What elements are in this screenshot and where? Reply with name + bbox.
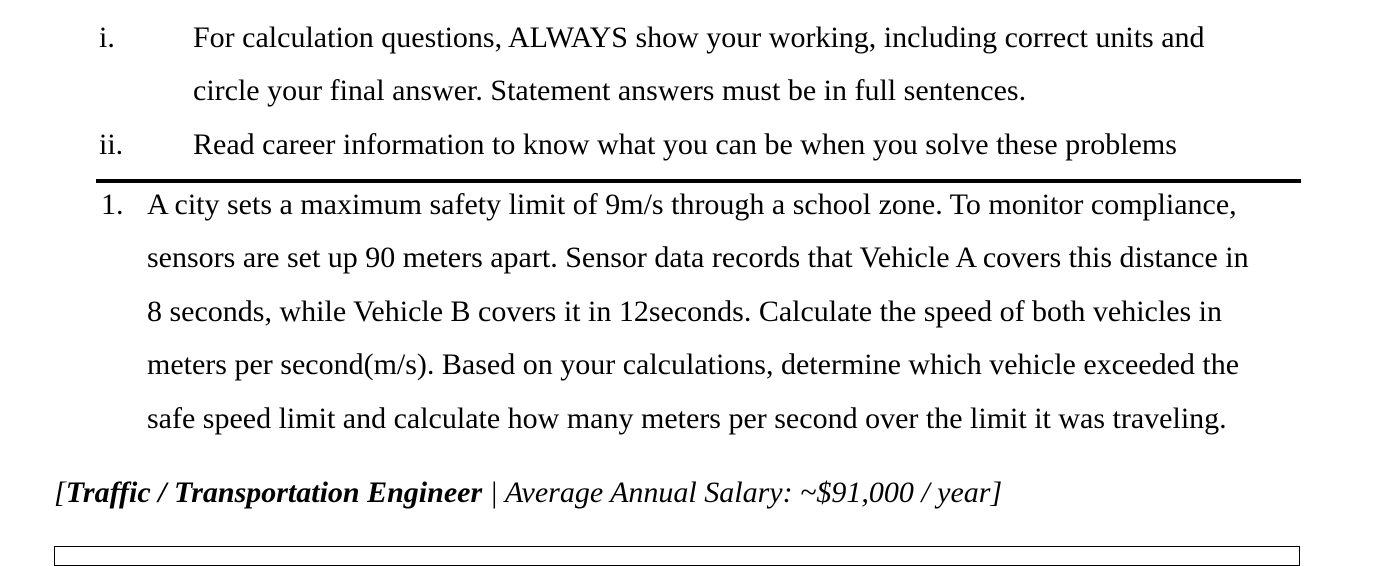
- question-number: 1.: [101, 188, 124, 221]
- career-info: [54, 476, 1002, 510]
- instruction-number: i.: [99, 21, 115, 54]
- question-line: sensors are set up 90 meters apart. Sensor data records that Vehicle A covers this distance in: [147, 241, 1249, 274]
- instruction-line: For calculation questions, ALWAYS show your working, including correct units and: [193, 21, 1205, 54]
- answer-box: [54, 546, 1300, 566]
- question-line: 8 seconds, while Vehicle B covers it in 12seconds. Calculate the speed of both vehicles in: [147, 295, 1223, 328]
- question-line: safe speed limit and calculate how many meters per second over the limit it was traveling.: [147, 402, 1227, 435]
- instruction-line: Read career information to know what you can be when you solve these problems: [193, 128, 1177, 161]
- career-separator: |: [482, 476, 505, 509]
- instruction-line: circle your final answer. Statement answers must be in full sentences.: [193, 74, 1027, 107]
- career-salary: Average Annual Salary: ~$91,000 / year: [504, 476, 991, 509]
- instruction-number: ii.: [99, 128, 124, 161]
- career-title: Traffic / Transportation Engineer: [65, 476, 483, 509]
- question-line: A city sets a maximum safety limit of 9m/s through a school zone. To monitor compliance,: [147, 188, 1237, 221]
- section-divider: [96, 179, 1301, 183]
- question-line: meters per second(m/s). Based on your calculations, determine which vehicle exceeded the: [147, 348, 1240, 381]
- career-close-bracket: ]: [990, 476, 1003, 509]
- career-open-bracket: [: [54, 476, 66, 509]
